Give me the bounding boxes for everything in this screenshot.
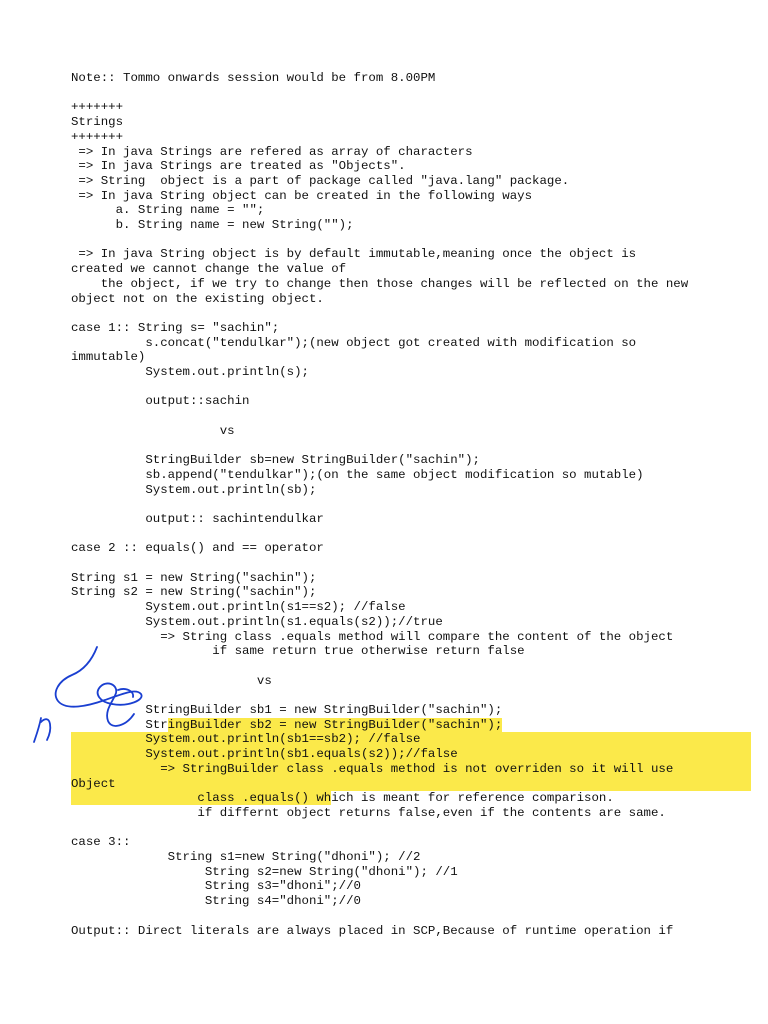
text-line: b. String name = new String("");	[71, 218, 354, 233]
text-line	[71, 233, 751, 248]
text-line: object not on the existing object.	[71, 291, 324, 306]
text-line: immutable)	[71, 350, 146, 365]
text-line-highlight-end	[71, 791, 751, 806]
text-segment-indent-highlighted	[71, 791, 197, 805]
text-segment-highlighted: ingBuilder sb2 = new StringBuilder("sachin");	[167, 717, 503, 732]
highlighted-text-line: => StringBuilder class .equals method is not overriden so it will use	[71, 762, 751, 777]
text-line: vs	[71, 673, 272, 688]
text-segment-highlighted: class .equals() wh	[197, 791, 332, 806]
text-line: Strings	[71, 115, 124, 130]
text-line: String s1=new String("dhoni"); //2	[71, 850, 421, 865]
text-line: case 3::	[71, 835, 131, 850]
text-line	[71, 821, 751, 836]
text-line	[71, 306, 751, 321]
text-line	[71, 909, 751, 924]
text-line: System.out.println(s);	[71, 365, 309, 380]
text-line: sb.append("tendulkar");(on the same object modification so mutable)	[71, 467, 644, 482]
text-line: => In java Strings are treated as "Objects".	[71, 159, 406, 174]
text-line: => In java String object is by default immutable,meaning once the object is	[71, 247, 637, 262]
text-line: created we cannot change the value of	[71, 262, 347, 277]
text-line: the object, if we try to change then those changes will be reflected on the new	[71, 276, 689, 291]
text-segment-plain: ich is meant for reference comparison.	[331, 791, 614, 806]
highlighted-text-line: Object	[71, 777, 751, 792]
text-line: => String class .equals method will compare the content of the object	[71, 629, 674, 644]
text-line	[71, 527, 751, 542]
highlighted-text-block	[71, 732, 751, 791]
text-line	[71, 380, 751, 395]
text-line	[71, 409, 751, 424]
text-line: System.out.println(s1.equals(s2));//true	[71, 614, 443, 629]
text-line	[71, 659, 751, 674]
text-line: +++++++	[71, 100, 124, 115]
text-line: StringBuilder sb1 = new StringBuilder("sachin");	[71, 703, 503, 718]
text-line: String s2 = new String("sachin");	[71, 585, 317, 600]
text-line: a. String name = "";	[71, 203, 265, 218]
text-line: case 2 :: equals() and == operator	[71, 541, 324, 556]
text-line	[71, 556, 751, 571]
text-line	[71, 439, 751, 454]
text-line	[71, 497, 751, 512]
scribble-mark-stroke	[34, 718, 50, 742]
text-line: Note:: Tommo onwards session would be from 8.00PM	[71, 71, 436, 85]
text-line: if same return true otherwise return false	[71, 644, 525, 659]
text-line: case 1:: String s= "sachin";	[71, 320, 280, 335]
text-line-highlight-start	[71, 718, 751, 733]
text-line: System.out.println(s1==s2); //false	[71, 600, 406, 615]
text-line: Output:: Direct literals are always placed in SCP,Because of runtime operation if	[71, 923, 674, 938]
text-line: => In java String object can be created in the following ways	[71, 188, 533, 203]
highlighted-text-line: System.out.println(sb1.equals(s2));//false	[71, 747, 751, 762]
text-line: String s4="dhoni";//0	[71, 894, 361, 909]
text-line: if differnt object returns false,even if the contents are same.	[71, 805, 666, 820]
text-line: StringBuilder sb=new StringBuilder("sachin");	[71, 453, 480, 468]
text-line: => String object is a part of package called "java.lang" package.	[71, 173, 570, 188]
text-segment-plain: Str	[71, 717, 168, 732]
text-line: String s1 = new String("sachin");	[71, 570, 317, 585]
text-line: => In java Strings are refered as array of characters	[71, 144, 473, 159]
text-line	[71, 688, 751, 703]
text-line: +++++++	[71, 129, 124, 144]
text-line: s.concat("tendulkar");(new object got created with modification so	[71, 335, 637, 350]
document-body	[71, 71, 751, 938]
text-line	[71, 86, 751, 101]
text-line: String s2=new String("dhoni"); //1	[71, 864, 458, 879]
text-block-main	[71, 71, 751, 718]
highlighted-text-line: System.out.println(sb1==sb2); //false	[71, 732, 751, 747]
text-line: output:: sachintendulkar	[71, 511, 324, 526]
text-line: vs	[71, 423, 235, 438]
text-line: String s3="dhoni";//0	[71, 879, 361, 894]
text-block-tail	[71, 806, 751, 938]
text-line: System.out.println(sb);	[71, 482, 317, 497]
text-line: output::sachin	[71, 394, 250, 409]
